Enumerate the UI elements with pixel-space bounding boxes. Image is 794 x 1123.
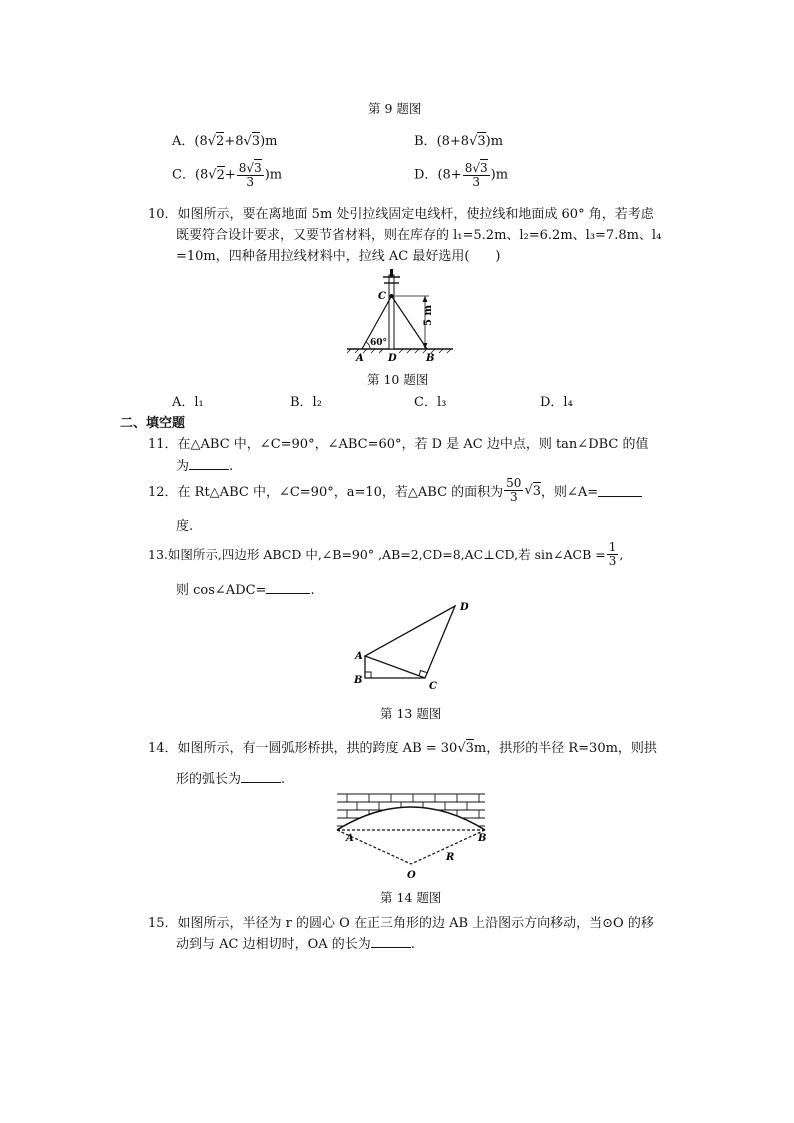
q9-option-d: D．(8+ $\frac{8√3}{3}$ )m xyxy=(414,161,509,189)
q10-line2: 既要符合设计要求，又要节省材料，则在库存的 l₁=5.2m、l₂=6.2m、l₃=7.8m、l₄ xyxy=(176,228,662,243)
q14-label-r: R xyxy=(446,852,455,863)
q12-line2: 度. xyxy=(176,519,194,534)
q14-label-a: A xyxy=(346,833,354,844)
q10-label-height: 5 m xyxy=(423,304,434,326)
q9-option-a: A．(8√2+8√3)m xyxy=(172,134,278,149)
q13-label-d: D xyxy=(460,602,469,613)
q10-label-angle: 60° xyxy=(370,338,388,348)
q10-option-c: C．l₃ xyxy=(414,395,447,410)
q14-line2: 形的弧长为 . xyxy=(176,772,286,787)
section-heading-fill-blank: 二、填空题 xyxy=(120,416,186,431)
q14-line1: 14．如图所示，有一圆弧形桥拱，拱的跨度 AB = 30√3m，拱形的半径 R=30m，则拱 xyxy=(148,741,657,756)
q10-option-d: D．l₄ xyxy=(540,395,573,410)
q9-option-b: B．(8+8√3)m xyxy=(414,134,504,149)
q10-line1: 10．如图所示，要在离地面 5m 处引拉线固定电线杆，使拉线和地面成 60° 角，若考虑 xyxy=(148,207,654,222)
q13-label-b: B xyxy=(354,675,363,686)
q13-label-a: A xyxy=(355,651,363,662)
q13-line2: 则 cos∠ADC= . xyxy=(176,583,315,598)
q10-label-a: A xyxy=(356,353,364,364)
q15-line2: 动到与 AC 边相切时，OA 的长为 . xyxy=(176,937,415,952)
q10-option-a: A．l₁ xyxy=(172,395,204,410)
q9-caption: 第 9 题图 xyxy=(368,101,422,116)
q14-label-b: B xyxy=(478,833,487,844)
q13-line1: 13.如图所示,四边形 ABCD 中,∠B=90° ,AB=2,CD=8,AC⊥CD,若 sin∠ACB = $\frac{1}{3}$ , xyxy=(148,540,624,568)
q10-label-b: B xyxy=(426,353,435,364)
q10-label-d: D xyxy=(388,353,397,364)
q10-option-b: B．l₂ xyxy=(290,395,322,410)
q11-line2: 为 . xyxy=(176,459,234,474)
q14-caption: 第 14 题图 xyxy=(380,890,442,905)
q14-figure xyxy=(335,790,490,882)
q10-label-c: C xyxy=(378,291,386,302)
q9-option-c: C．(8√2+ $\frac{8√3}{3}$ )m xyxy=(172,161,283,189)
q12-line1: 12．在 Rt△ABC 中，∠C=90°，a=10，若△ABC 的面积为 $\frac{50}{3}$ √ 3 ，则∠A= xyxy=(148,477,642,503)
q13-figure xyxy=(345,598,480,696)
q13-label-c: C xyxy=(429,681,437,692)
q15-line1: 15．如图所示，半径为 r 的圆心 O 在正三角形的边 AB 上沿图示方向移动，当⊙O 的移 xyxy=(148,916,654,931)
q14-label-o: O xyxy=(407,870,416,881)
q11-line1: 11．在△ABC 中，∠C=90°，∠ABC=60°，若 D 是 AC 边中点，则 tan∠DBC 的值 xyxy=(148,437,649,452)
q13-caption: 第 13 题图 xyxy=(380,706,442,721)
q10-line3: =10m，四种备用拉线材料中，拉线 AC 最好选用( ) xyxy=(176,249,501,264)
q10-figure xyxy=(345,265,457,365)
q10-caption: 第 10 题图 xyxy=(367,372,429,387)
